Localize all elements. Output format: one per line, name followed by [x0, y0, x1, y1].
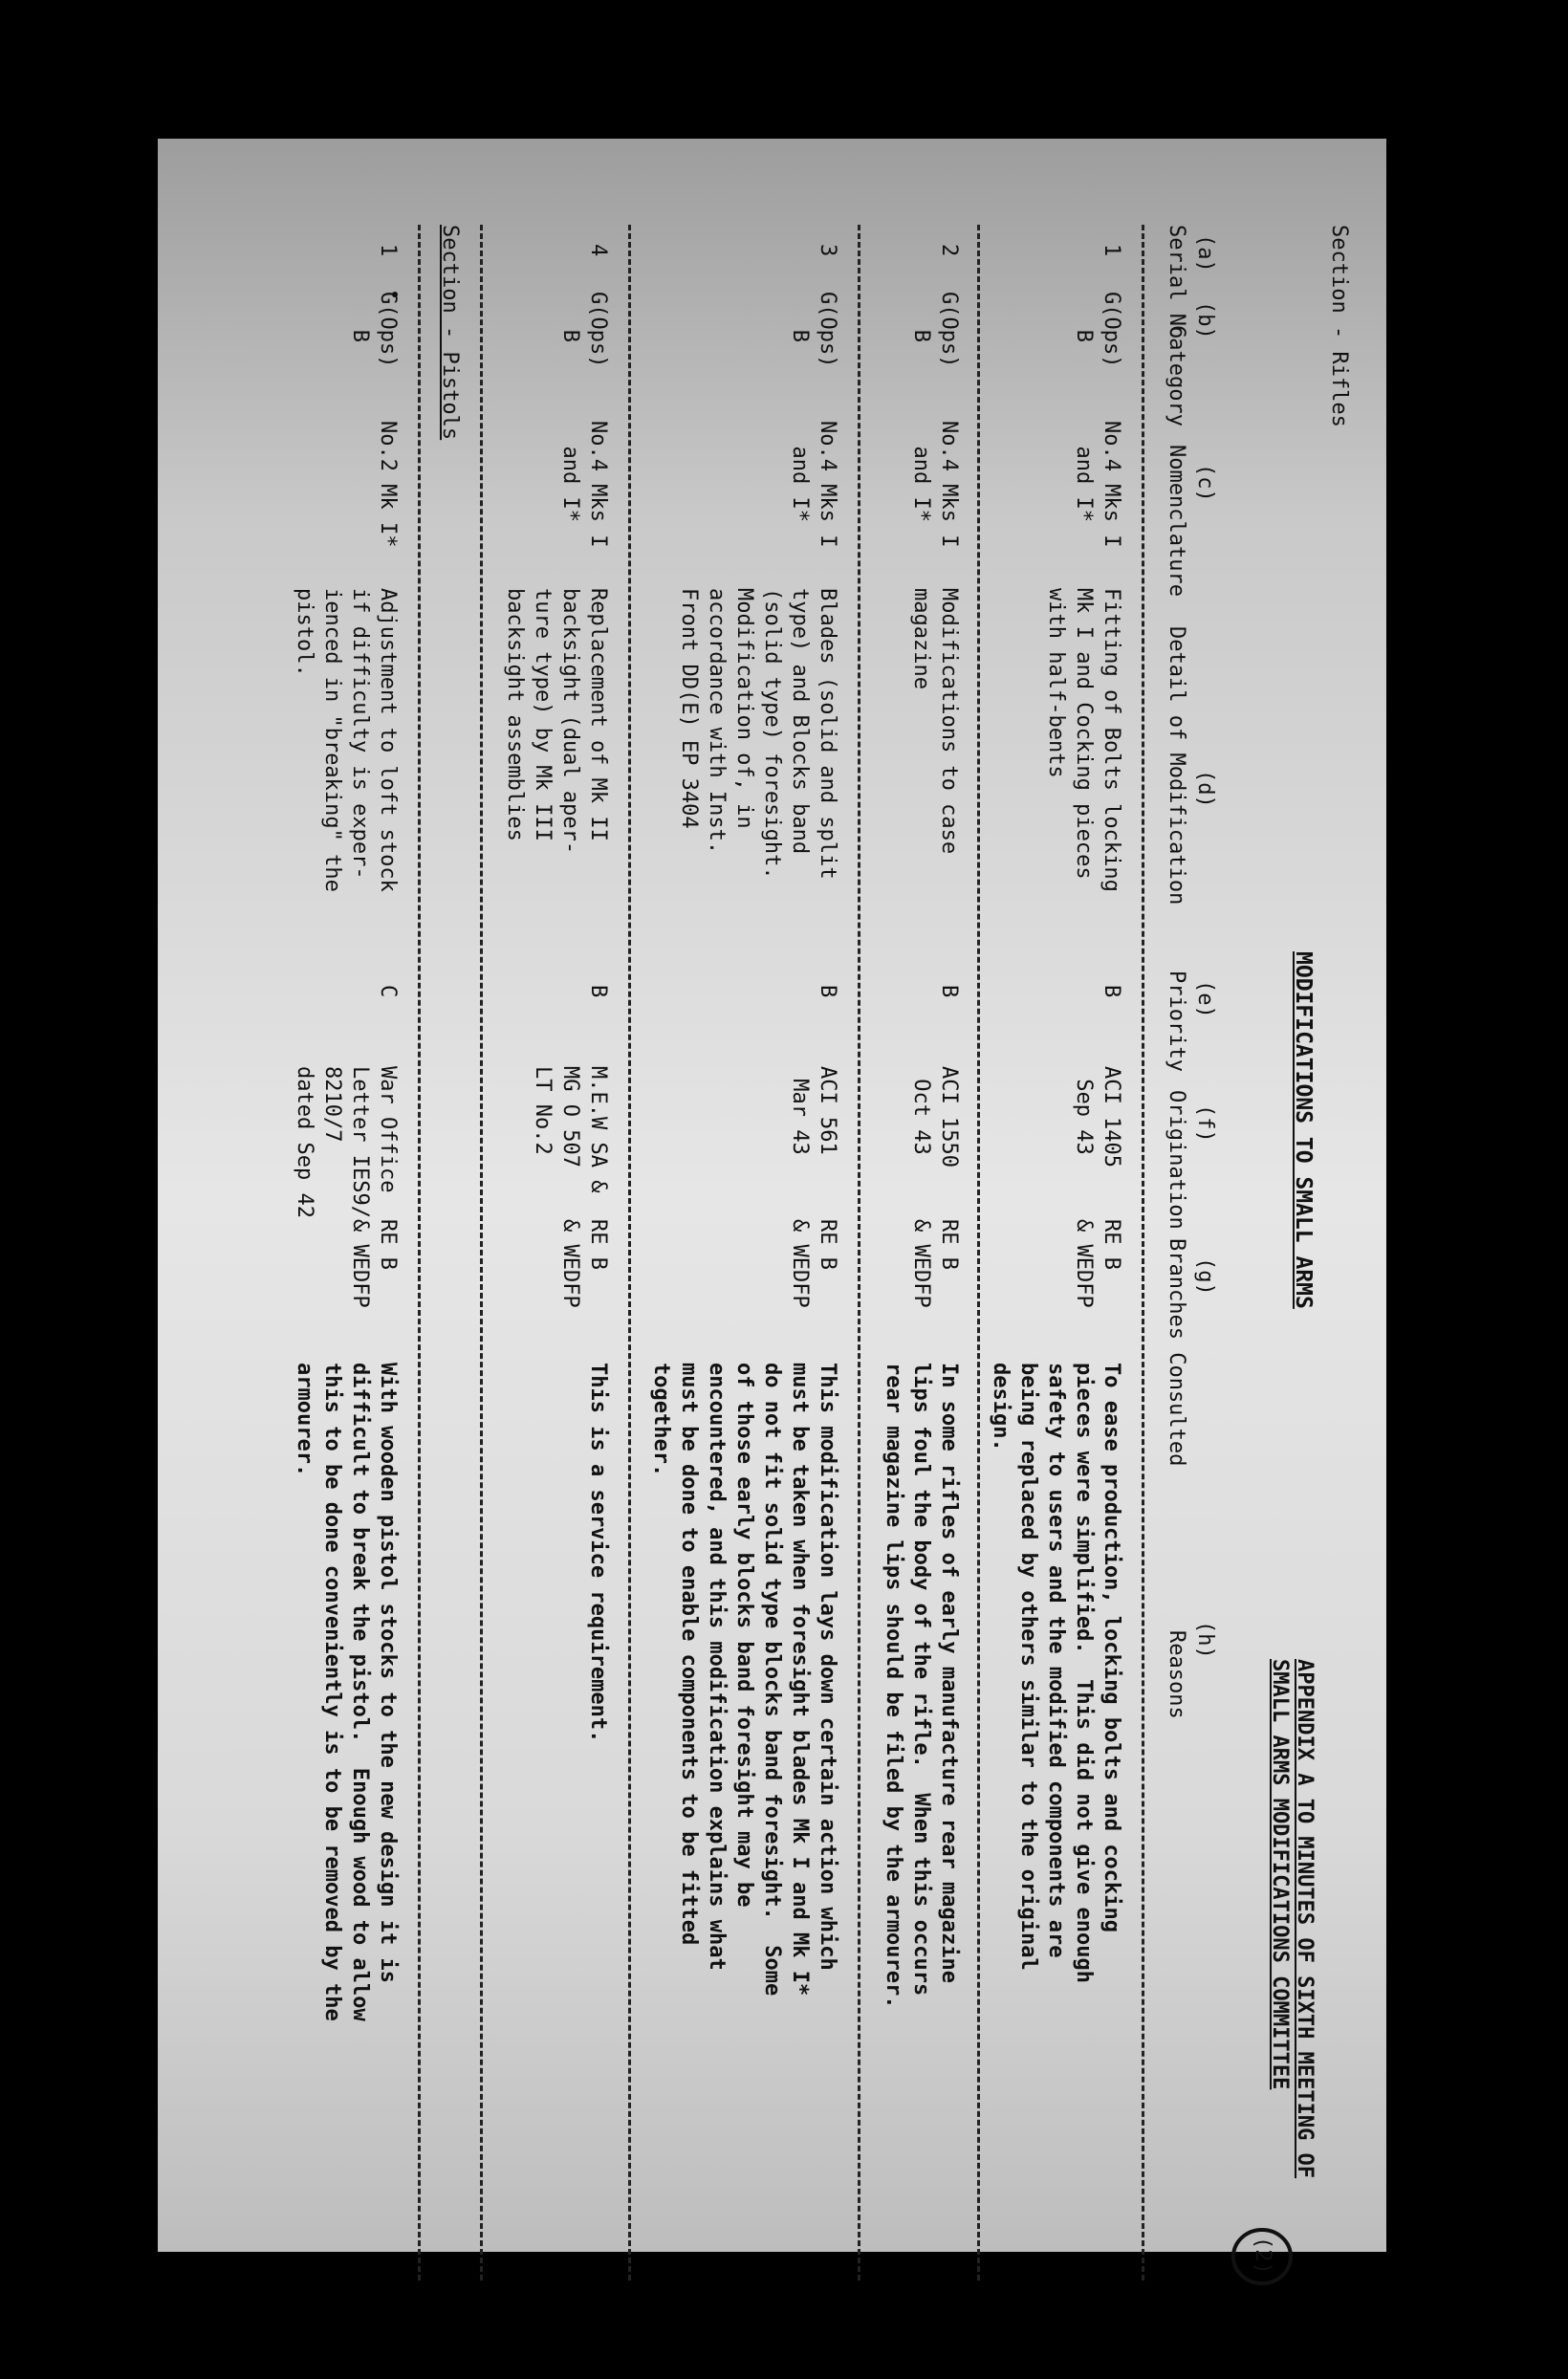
- row-detail: Modifications to case magazine: [909, 588, 961, 855]
- row-branches: RE B & WEDFP: [558, 1219, 610, 1308]
- col-label-priority: Priority: [1165, 971, 1188, 1072]
- row-detail: Blades (solid and split type) and Blocks band (solid type) foresight. Modification of, in accordance with Inst. Front DD(E) EP 3404: [677, 588, 839, 880]
- row-serial: 2: [937, 244, 961, 257]
- col-letter-h: (h): [1193, 1621, 1217, 1659]
- header-rule: [1142, 225, 1144, 2281]
- row-reasons: In some rifles of early manufacture rear magazine lips foul the body of the rifle. When this occurs rear magazine lips should be filed by the armourer.: [882, 1363, 961, 2009]
- row-origination: ACI 1550 Oct 43: [909, 1066, 961, 1168]
- row-serial: 1: [376, 244, 400, 257]
- col-letter-a: (a): [1193, 234, 1217, 273]
- row-rule: [418, 225, 421, 2281]
- col-label-nomenclature: Nomenclature: [1165, 445, 1188, 597]
- row-reasons: With wooden pistol stocks to the new design it is difficult to break the pistol. Enough wood to allow this to be done conveniently is to be removed by the armourer.: [293, 1363, 400, 2021]
- row-category: G(Ops) B: [909, 292, 961, 368]
- row-origination: M.E.W SA & MG O 507 LT No.2: [531, 1066, 610, 1193]
- row-category: G(Ops) B: [348, 292, 400, 368]
- row-origination: ACI 561 Mar 43: [788, 1066, 839, 1155]
- row-detail: Fitting of Bolts locking Mk I and Cocking pieces with half-bents: [1044, 588, 1123, 892]
- row-rule: [480, 225, 483, 2281]
- row-nomenclature: No.4 Mks I and I*: [909, 421, 961, 548]
- row-priority: B: [937, 985, 961, 998]
- row-origination: War Office Letter IES9/ 8210/7 dated Sep 42: [293, 1066, 400, 1218]
- col-label-branches: Branches Consulted: [1165, 1238, 1188, 1467]
- row-branches: RE B & WEDFP: [1072, 1219, 1123, 1308]
- row-reasons: This is a service requirement.: [586, 1363, 610, 1743]
- row-nomenclature: No.4 Mks I and I*: [558, 421, 610, 548]
- row-category: G(Ops) B: [788, 292, 839, 368]
- row-detail: Replacement of Mk II backsight (dual aper- ture type) by Mk III backsight assemblies: [503, 588, 610, 855]
- row-rule: [628, 225, 631, 2281]
- section-heading: Section - Rifles: [1327, 225, 1351, 427]
- col-label-serial: Serial No: [1165, 225, 1188, 339]
- row-nomenclature: No.4 Mks I and I*: [1072, 421, 1123, 548]
- col-letter-e: (e): [1193, 980, 1217, 1018]
- row-detail: Adjustment to loft stock if difficulty is exper- ienced in "breaking" the pistol.: [293, 588, 400, 892]
- document-page: [158, 139, 1386, 2275]
- row-reasons: This modification lays down certain action which must be taken when foresight blades Mk I and Mk I* do not fit solid type blocks band foresight. Some of those early blocks band foresight may be encountered, and this modification explains what must be done to enable components to be fitted together.: [649, 1363, 839, 1997]
- col-letter-d: (d): [1193, 770, 1217, 808]
- col-label-origination: Origination: [1165, 1090, 1188, 1230]
- row-branches: RE B & WEDFP: [788, 1219, 839, 1308]
- row-rule: [858, 225, 860, 2281]
- row-reasons: To ease production, locking bolts and cocking pieces were simplified. This did not give enough safety to users and the modified components are being replaced by others similar to the original design.: [989, 1363, 1123, 1984]
- page-mark: [1229, 2223, 1296, 2290]
- col-letter-f: (f): [1193, 1104, 1217, 1143]
- row-serial: 4: [586, 244, 610, 257]
- col-label-category: Category: [1165, 325, 1188, 426]
- row-priority: B: [1100, 985, 1123, 998]
- col-letter-b: (b): [1193, 301, 1217, 339]
- row-branches: RE B & WEDFP: [348, 1219, 400, 1308]
- row-category: G(Ops) B: [558, 292, 610, 368]
- col-label-reasons: Reasons: [1165, 1630, 1188, 1719]
- row-branches: RE B & WEDFP: [909, 1219, 961, 1308]
- row-serial: 3: [816, 244, 839, 257]
- row-priority: B: [586, 985, 610, 998]
- row-rule: [977, 225, 980, 2281]
- reference-heading: APPENDIX A TO MINUTES OF SIXTH MEETING OF SMALL ARMS MODIFICATIONS COMMITTEE: [1268, 1659, 1317, 2179]
- row-priority: B: [816, 985, 839, 998]
- punch-hole: [1444, 1138, 1511, 1205]
- page-number: (2): [1251, 2237, 1274, 2275]
- col-letter-g: (g): [1193, 1257, 1217, 1296]
- document-content: [182, 225, 1362, 2281]
- col-label-detail: Detail of Modification: [1165, 626, 1188, 906]
- row-serial: 1: [1100, 244, 1123, 257]
- row-nomenclature: No.4 Mks I and I*: [788, 421, 839, 548]
- row-nomenclature: No.2 Mk I*: [376, 421, 400, 548]
- row-priority: C: [376, 985, 400, 998]
- pistols-heading: Section - Pistols: [438, 225, 462, 441]
- row-category: G(Ops) B: [1072, 292, 1123, 368]
- row-origination: ACI 1405 Sep 43: [1072, 1066, 1123, 1168]
- col-letter-c: (c): [1193, 464, 1217, 502]
- document-title: MODIFICATIONS TO SMALL ARMS: [1291, 951, 1316, 1309]
